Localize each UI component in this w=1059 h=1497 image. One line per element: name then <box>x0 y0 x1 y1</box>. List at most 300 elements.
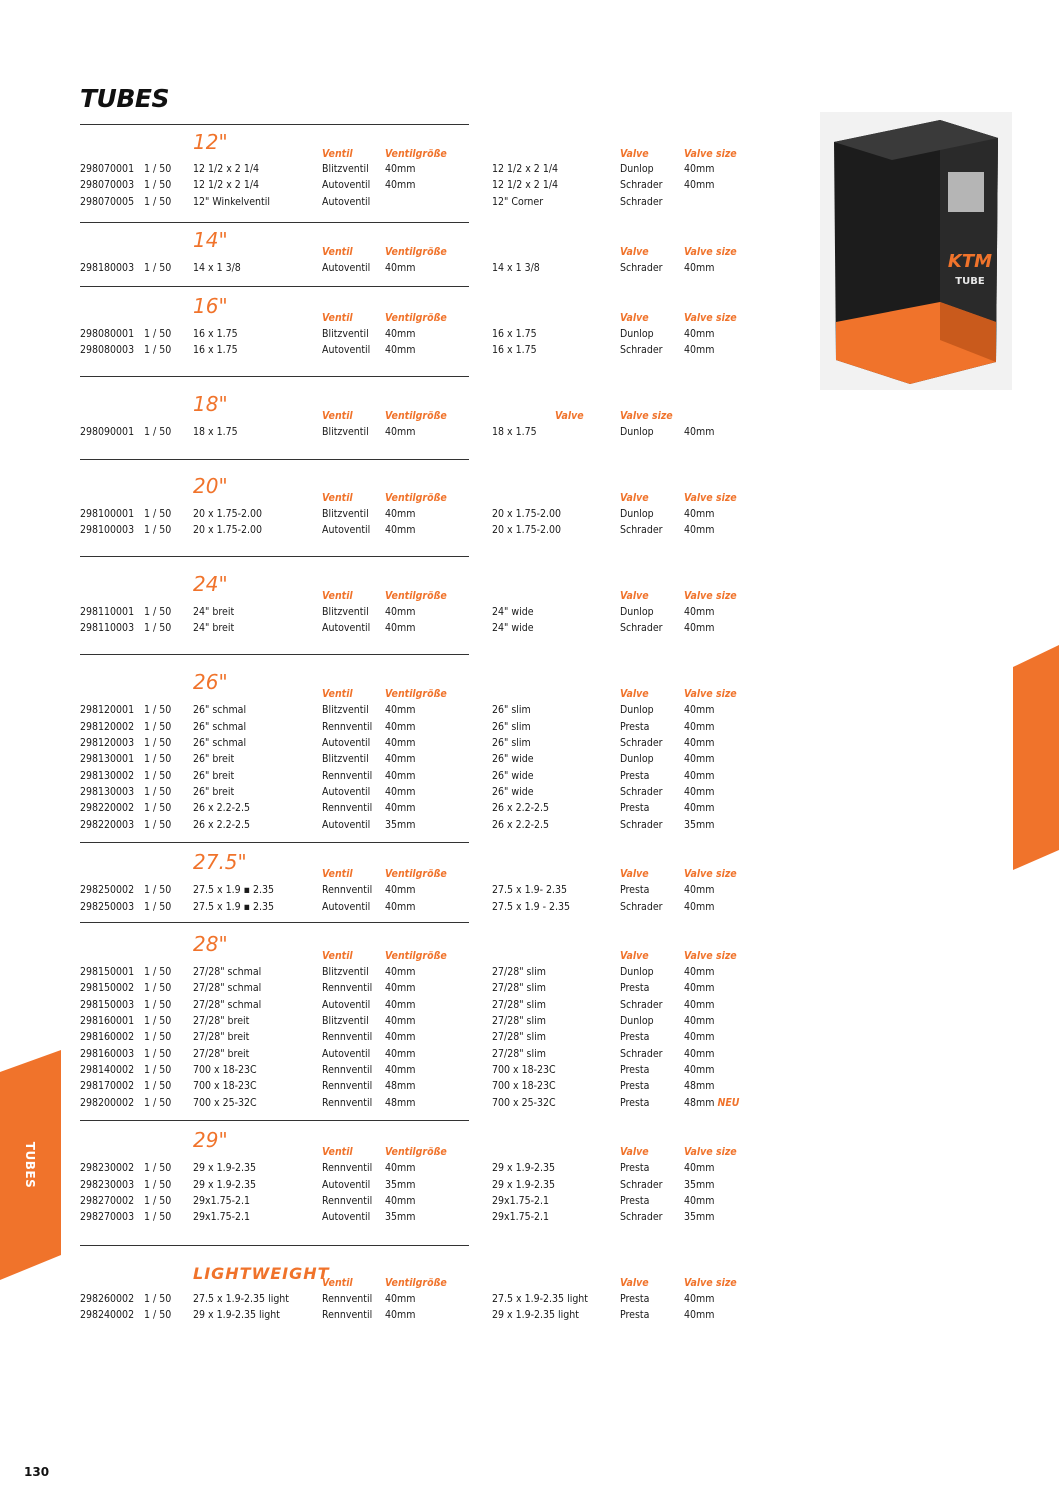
valve-type-de: Autoventil <box>322 179 371 191</box>
section-size-heading: LIGHTWEIGHT <box>193 1264 330 1283</box>
valve-type-en: Schrader <box>620 737 663 749</box>
column-header-ventilgroesse: Ventilgröße <box>385 688 447 700</box>
column-header-valve-size: Valve size <box>684 148 737 160</box>
size-description-en: 26" wide <box>492 786 534 798</box>
article-number: 298070003 <box>80 179 135 191</box>
valve-length-de: 40mm <box>385 966 416 978</box>
valve-type-en: Presta <box>620 1162 650 1174</box>
valve-type-de: Autoventil <box>322 819 371 831</box>
article-number: 298230002 <box>80 1162 135 1174</box>
box-label-text: TUBE <box>955 276 985 287</box>
section-size-heading: 27.5" <box>193 850 247 874</box>
valve-type-de: Autoventil <box>322 196 371 208</box>
pack-quantity: 1 / 50 <box>144 753 172 765</box>
size-description-en: 12" Corner <box>492 196 544 208</box>
valve-type-en: Schrader <box>620 819 663 831</box>
valve-type-de: Blitzventil <box>322 1015 369 1027</box>
valve-type-en: Schrader <box>620 1048 663 1060</box>
valve-length-de: 35mm <box>385 1211 416 1223</box>
valve-length-de: 40mm <box>385 426 416 438</box>
valve-type-de: Rennventil <box>322 721 373 733</box>
size-description-en: 700 x 25-32C <box>492 1097 556 1109</box>
valve-length-en <box>684 524 714 537</box>
valve-length-en-text: 40mm <box>684 786 715 798</box>
valve-length-en <box>684 1162 714 1175</box>
valve-type-de: Autoventil <box>322 622 371 634</box>
article-number: 298100003 <box>80 524 135 536</box>
section-size-heading: 29" <box>193 1128 228 1152</box>
column-header-valve: Valve <box>620 148 649 160</box>
valve-type-en: Presta <box>620 802 650 814</box>
valve-type-de: Autoventil <box>322 262 371 274</box>
column-header-ventil: Ventil <box>322 312 353 324</box>
article-number: 298100001 <box>80 508 135 520</box>
valve-length-en <box>684 344 714 357</box>
valve-length-en <box>684 262 714 275</box>
column-header-valve: Valve <box>620 950 649 962</box>
valve-length-de: 40mm <box>385 508 416 520</box>
valve-length-en <box>684 1064 714 1077</box>
article-number: 298220002 <box>80 802 135 814</box>
column-header-ventil: Ventil <box>322 950 353 962</box>
valve-type-en: Dunlop <box>620 163 654 175</box>
valve-length-en <box>684 901 714 914</box>
valve-length-de: 40mm <box>385 1293 416 1305</box>
size-description-de: 27/28" breit <box>193 1031 250 1043</box>
size-description-de: 26" schmal <box>193 737 247 749</box>
valve-length-de: 40mm <box>385 1064 416 1076</box>
article-number: 298200002 <box>80 1097 135 1109</box>
column-header-valve-size: Valve size <box>684 312 737 324</box>
valve-type-de: Rennventil <box>322 802 373 814</box>
size-description-de: 26 x 2.2-2.5 <box>193 819 251 831</box>
size-description-de: 20 x 1.75-2.00 <box>193 508 263 520</box>
size-description-en: 27/28" slim <box>492 999 546 1011</box>
valve-type-en: Schrader <box>620 262 663 274</box>
column-header-valve-size: Valve size <box>620 410 673 422</box>
valve-length-en-text: 48mm <box>684 1080 715 1092</box>
valve-length-en <box>684 999 714 1012</box>
valve-length-en-text: 40mm <box>684 344 715 356</box>
pack-quantity: 1 / 50 <box>144 966 172 978</box>
valve-length-en-text: 40mm <box>684 622 715 634</box>
valve-type-de: Blitzventil <box>322 704 369 716</box>
pack-quantity: 1 / 50 <box>144 1162 172 1174</box>
size-description-de: 29x1.75-2.1 <box>193 1195 251 1207</box>
valve-length-de: 40mm <box>385 344 416 356</box>
size-description-de: 12 1/2 x 2 1/4 <box>193 163 260 175</box>
valve-length-en <box>684 426 714 439</box>
size-description-en: 26" slim <box>492 721 531 733</box>
valve-length-en-text: 40mm <box>684 1195 715 1207</box>
valve-length-en-text: 40mm <box>684 1015 715 1027</box>
column-header-valve: Valve <box>620 590 649 602</box>
ktm-tube-box-image <box>820 112 1012 390</box>
column-header-valve-size: Valve size <box>684 1277 737 1289</box>
valve-type-de: Rennventil <box>322 1064 373 1076</box>
valve-length-de: 40mm <box>385 753 416 765</box>
valve-type-de: Rennventil <box>322 1031 373 1043</box>
pack-quantity: 1 / 50 <box>144 1179 172 1191</box>
size-description-de: 24" breit <box>193 622 235 634</box>
valve-type-en: Presta <box>620 1097 650 1109</box>
valve-type-en: Presta <box>620 982 650 994</box>
size-description-en: 16 x 1.75 <box>492 328 537 340</box>
size-description-en: 29 x 1.9-2.35 <box>492 1179 556 1191</box>
size-description-de: 27/28" breit <box>193 1015 250 1027</box>
box-brand-text: KTM <box>947 251 993 272</box>
size-description-en: 16 x 1.75 <box>492 344 537 356</box>
size-description-en: 27/28" slim <box>492 966 546 978</box>
valve-length-en <box>684 1015 714 1028</box>
size-description-en: 700 x 18-23C <box>492 1080 556 1092</box>
pack-quantity: 1 / 50 <box>144 196 172 208</box>
valve-type-de: Rennventil <box>322 770 373 782</box>
pack-quantity: 1 / 50 <box>144 982 172 994</box>
column-header-valve-size: Valve size <box>684 246 737 258</box>
column-header-ventil: Ventil <box>322 1146 353 1158</box>
column-header-ventilgroesse: Ventilgröße <box>385 590 447 602</box>
size-description-de: 27/28" schmal <box>193 982 262 994</box>
size-description-de: 700 x 25-32C <box>193 1097 257 1109</box>
valve-length-en-text: 40mm <box>684 901 715 913</box>
column-header-ventilgroesse: Ventilgröße <box>385 246 447 258</box>
pack-quantity: 1 / 50 <box>144 802 172 814</box>
size-description-en: 26" wide <box>492 753 534 765</box>
valve-type-de: Autoventil <box>322 999 371 1011</box>
valve-type-en: Schrader <box>620 999 663 1011</box>
valve-length-en <box>684 982 714 995</box>
valve-length-en-text: 40mm <box>684 328 715 340</box>
valve-type-de: Autoventil <box>322 344 371 356</box>
page-title: TUBES <box>80 84 169 113</box>
column-header-ventilgroesse: Ventilgröße <box>385 868 447 880</box>
valve-type-de: Blitzventil <box>322 426 369 438</box>
valve-type-de: Blitzventil <box>322 508 369 520</box>
pack-quantity: 1 / 50 <box>144 1080 172 1092</box>
valve-length-de: 40mm <box>385 328 416 340</box>
pack-quantity: 1 / 50 <box>144 508 172 520</box>
article-number: 298070005 <box>80 196 135 208</box>
article-number: 298110003 <box>80 622 135 634</box>
pack-quantity: 1 / 50 <box>144 1293 172 1305</box>
pack-quantity: 1 / 50 <box>144 524 172 536</box>
valve-type-en: Schrader <box>620 344 663 356</box>
column-header-valve-size: Valve size <box>684 868 737 880</box>
valve-length-en-text: 40mm <box>684 884 715 896</box>
valve-type-de: Blitzventil <box>322 753 369 765</box>
valve-length-en <box>684 1195 714 1208</box>
valve-length-en-text: 40mm <box>684 1293 715 1305</box>
valve-length-en-text: 40mm <box>684 770 715 782</box>
section-divider <box>80 922 469 923</box>
column-header-ventilgroesse: Ventilgröße <box>385 148 447 160</box>
article-number: 298250003 <box>80 901 135 913</box>
article-number: 298110001 <box>80 606 135 618</box>
size-description-en: 18 x 1.75 <box>492 426 537 438</box>
valve-length-en <box>684 1048 714 1061</box>
size-description-de: 18 x 1.75 <box>193 426 238 438</box>
valve-length-en-text: 40mm <box>684 426 715 438</box>
valve-length-en-text: 40mm <box>684 1031 715 1043</box>
column-header-ventilgroesse: Ventilgröße <box>385 492 447 504</box>
pack-quantity: 1 / 50 <box>144 1064 172 1076</box>
valve-length-de: 40mm <box>385 901 416 913</box>
size-description-en: 27.5 x 1.9 - 2.35 <box>492 901 571 913</box>
pack-quantity: 1 / 50 <box>144 786 172 798</box>
pack-quantity: 1 / 50 <box>144 622 172 634</box>
valve-length-de: 40mm <box>385 262 416 274</box>
valve-length-en-text: 35mm <box>684 1179 715 1191</box>
valve-length-en <box>684 179 714 192</box>
size-description-de: 29 x 1.9-2.35 <box>193 1162 257 1174</box>
column-header-ventilgroesse: Ventilgröße <box>385 312 447 324</box>
pack-quantity: 1 / 50 <box>144 901 172 913</box>
article-number: 298230003 <box>80 1179 135 1191</box>
article-number: 298160003 <box>80 1048 135 1060</box>
valve-type-de: Blitzventil <box>322 328 369 340</box>
pack-quantity: 1 / 50 <box>144 426 172 438</box>
valve-length-en <box>684 1309 714 1322</box>
valve-type-en: Dunlop <box>620 966 654 978</box>
valve-type-de: Autoventil <box>322 1048 371 1060</box>
section-size-heading: 12" <box>193 130 228 154</box>
valve-type-en: Dunlop <box>620 1015 654 1027</box>
valve-length-de: 40mm <box>385 1195 416 1207</box>
article-number: 298130003 <box>80 786 135 798</box>
valve-type-en: Schrader <box>620 1211 663 1223</box>
valve-length-de: 40mm <box>385 802 416 814</box>
size-description-en: 20 x 1.75-2.00 <box>492 524 562 536</box>
valve-length-en <box>684 1179 714 1192</box>
valve-length-en <box>684 1080 714 1093</box>
section-size-heading: 16" <box>193 294 228 318</box>
pack-quantity: 1 / 50 <box>144 179 172 191</box>
size-description-en: 12 1/2 x 2 1/4 <box>492 163 559 175</box>
size-description-en: 27.5 x 1.9-2.35 light <box>492 1293 589 1305</box>
article-number: 298270002 <box>80 1195 135 1207</box>
size-description-en: 12 1/2 x 2 1/4 <box>492 179 559 191</box>
valve-length-en-text: 40mm <box>684 179 715 191</box>
size-description-de: 29 x 1.9-2.35 light <box>193 1309 280 1321</box>
valve-type-de: Rennventil <box>322 1080 373 1092</box>
size-description-de: 16 x 1.75 <box>193 328 238 340</box>
valve-type-en: Schrader <box>620 196 663 208</box>
pack-quantity: 1 / 50 <box>144 1309 172 1321</box>
valve-length-en-text: 40mm <box>684 802 715 814</box>
column-header-valve: Valve <box>620 1277 649 1289</box>
pack-quantity: 1 / 50 <box>144 328 172 340</box>
article-number: 298150001 <box>80 966 135 978</box>
section-divider <box>80 459 469 460</box>
new-badge: NEU <box>717 1097 740 1109</box>
orange-side-tab-right <box>1013 645 1059 870</box>
size-description-en: 26 x 2.2-2.5 <box>492 802 550 814</box>
valve-type-de: Autoventil <box>322 1211 371 1223</box>
pack-quantity: 1 / 50 <box>144 163 172 175</box>
valve-length-en <box>684 770 714 783</box>
valve-type-en: Dunlop <box>620 753 654 765</box>
valve-length-en-text: 40mm <box>684 966 715 978</box>
size-description-en: 29 x 1.9-2.35 <box>492 1162 556 1174</box>
valve-length-en-text: 40mm <box>684 1064 715 1076</box>
section-divider <box>80 222 469 223</box>
column-header-ventil: Ventil <box>322 148 353 160</box>
valve-length-de: 40mm <box>385 737 416 749</box>
column-header-ventil: Ventil <box>322 868 353 880</box>
pack-quantity: 1 / 50 <box>144 819 172 831</box>
article-number: 298170002 <box>80 1080 135 1092</box>
valve-length-en-text: 40mm <box>684 1309 715 1321</box>
size-description-en: 26" wide <box>492 770 534 782</box>
size-description-de: 27.5 x 1.9 ▪ 2.35 <box>193 884 275 896</box>
pack-quantity: 1 / 50 <box>144 770 172 782</box>
pack-quantity: 1 / 50 <box>144 606 172 618</box>
article-number: 298120003 <box>80 737 135 749</box>
size-description-de: 29x1.75-2.1 <box>193 1211 251 1223</box>
article-number: 298090001 <box>80 426 135 438</box>
article-number: 298180003 <box>80 262 135 274</box>
size-description-en: 700 x 18-23C <box>492 1064 556 1076</box>
valve-length-en <box>684 622 714 635</box>
valve-type-de: Rennventil <box>322 1309 373 1321</box>
side-tab-label <box>20 1140 40 1190</box>
valve-type-de: Blitzventil <box>322 966 369 978</box>
pack-quantity: 1 / 50 <box>144 344 172 356</box>
valve-type-en: Schrader <box>620 901 663 913</box>
pack-quantity: 1 / 50 <box>144 737 172 749</box>
valve-length-en-text: 40mm <box>684 753 715 765</box>
valve-length-en-text: 35mm <box>684 1211 715 1223</box>
column-header-valve-size: Valve size <box>684 590 737 602</box>
valve-length-en <box>684 819 714 832</box>
pack-quantity: 1 / 50 <box>144 1211 172 1223</box>
valve-length-en <box>684 328 714 341</box>
valve-type-en: Schrader <box>620 1179 663 1191</box>
section-size-heading: 24" <box>193 572 228 596</box>
column-header-ventil: Ventil <box>322 688 353 700</box>
valve-length-en-text: 40mm <box>684 508 715 520</box>
size-description-de: 12" Winkelventil <box>193 196 270 208</box>
article-number: 298130002 <box>80 770 135 782</box>
column-header-valve: Valve <box>620 246 649 258</box>
valve-type-en: Presta <box>620 1031 650 1043</box>
valve-length-de: 48mm <box>385 1080 416 1092</box>
section-divider <box>80 1120 469 1121</box>
column-header-valve: Valve <box>620 688 649 700</box>
pack-quantity: 1 / 50 <box>144 999 172 1011</box>
size-description-de: 12 1/2 x 2 1/4 <box>193 179 260 191</box>
valve-length-de: 40mm <box>385 1031 416 1043</box>
section-divider <box>80 376 469 377</box>
valve-type-en: Presta <box>620 1309 650 1321</box>
valve-length-de: 48mm <box>385 1097 416 1109</box>
column-header-ventilgroesse: Ventilgröße <box>385 410 447 422</box>
valve-type-en: Dunlop <box>620 704 654 716</box>
size-description-en: 27/28" slim <box>492 1048 546 1060</box>
pack-quantity: 1 / 50 <box>144 1195 172 1207</box>
valve-length-de: 40mm <box>385 786 416 798</box>
column-header-ventilgroesse: Ventilgröße <box>385 1146 447 1158</box>
side-tab-label-text: TUBES <box>23 1141 38 1189</box>
valve-type-de: Rennventil <box>322 1195 373 1207</box>
valve-type-en: Dunlop <box>620 328 654 340</box>
size-description-en: 26" slim <box>492 737 531 749</box>
size-description-en: 24" wide <box>492 622 534 634</box>
article-number: 298240002 <box>80 1309 135 1321</box>
pack-quantity: 1 / 50 <box>144 1031 172 1043</box>
article-number: 298120002 <box>80 721 135 733</box>
valve-length-de: 40mm <box>385 704 416 716</box>
valve-length-en-text: 40mm <box>684 1162 715 1174</box>
column-header-ventil: Ventil <box>322 246 353 258</box>
size-description-de: 26" schmal <box>193 721 247 733</box>
valve-type-de: Rennventil <box>322 1097 373 1109</box>
pack-quantity: 1 / 50 <box>144 704 172 716</box>
article-number: 298160001 <box>80 1015 135 1027</box>
valve-type-en: Dunlop <box>620 508 654 520</box>
valve-type-en: Dunlop <box>620 606 654 618</box>
valve-type-de: Autoventil <box>322 1179 371 1191</box>
valve-length-en <box>684 704 714 717</box>
valve-length-de: 40mm <box>385 163 416 175</box>
valve-length-de: 35mm <box>385 1179 416 1191</box>
size-description-de: 27/28" schmal <box>193 966 262 978</box>
section-divider <box>80 124 469 125</box>
valve-length-en <box>684 966 714 979</box>
valve-length-en <box>684 508 714 521</box>
valve-type-de: Blitzventil <box>322 606 369 618</box>
valve-length-en <box>684 606 714 619</box>
valve-length-en <box>684 737 714 750</box>
pack-quantity: 1 / 50 <box>144 1048 172 1060</box>
size-description-de: 27/28" breit <box>193 1048 250 1060</box>
pack-quantity: 1 / 50 <box>144 721 172 733</box>
valve-length-en-text: 40mm <box>684 606 715 618</box>
article-number: 298260002 <box>80 1293 135 1305</box>
valve-length-en-text: 48mm <box>684 1097 715 1109</box>
article-number: 298150003 <box>80 999 135 1011</box>
valve-type-en: Schrader <box>620 786 663 798</box>
column-header-ventilgroesse: Ventilgröße <box>385 1277 447 1289</box>
article-number: 298150002 <box>80 982 135 994</box>
valve-length-de: 40mm <box>385 179 416 191</box>
article-number: 298130001 <box>80 753 135 765</box>
column-header-ventil: Ventil <box>322 1277 353 1289</box>
section-size-heading: 26" <box>193 670 228 694</box>
valve-length-de: 40mm <box>385 622 416 634</box>
size-description-de: 700 x 18-23C <box>193 1064 257 1076</box>
valve-length-en-text: 40mm <box>684 524 715 536</box>
section-divider <box>80 286 469 287</box>
valve-length-de: 40mm <box>385 770 416 782</box>
size-description-en: 20 x 1.75-2.00 <box>492 508 562 520</box>
valve-type-de: Rennventil <box>322 982 373 994</box>
valve-length-en-text: 40mm <box>684 704 715 716</box>
size-description-de: 700 x 18-23C <box>193 1080 257 1092</box>
valve-type-en: Presta <box>620 721 650 733</box>
valve-length-en-text: 35mm <box>684 819 715 831</box>
valve-length-de: 40mm <box>385 884 416 896</box>
pack-quantity: 1 / 50 <box>144 262 172 274</box>
column-header-ventil: Ventil <box>322 492 353 504</box>
pack-quantity: 1 / 50 <box>144 1015 172 1027</box>
size-description-de: 24" breit <box>193 606 235 618</box>
column-header-valve: Valve <box>620 1146 649 1158</box>
size-description-de: 26" schmal <box>193 704 247 716</box>
valve-type-en: Schrader <box>620 622 663 634</box>
valve-length-de: 40mm <box>385 524 416 536</box>
